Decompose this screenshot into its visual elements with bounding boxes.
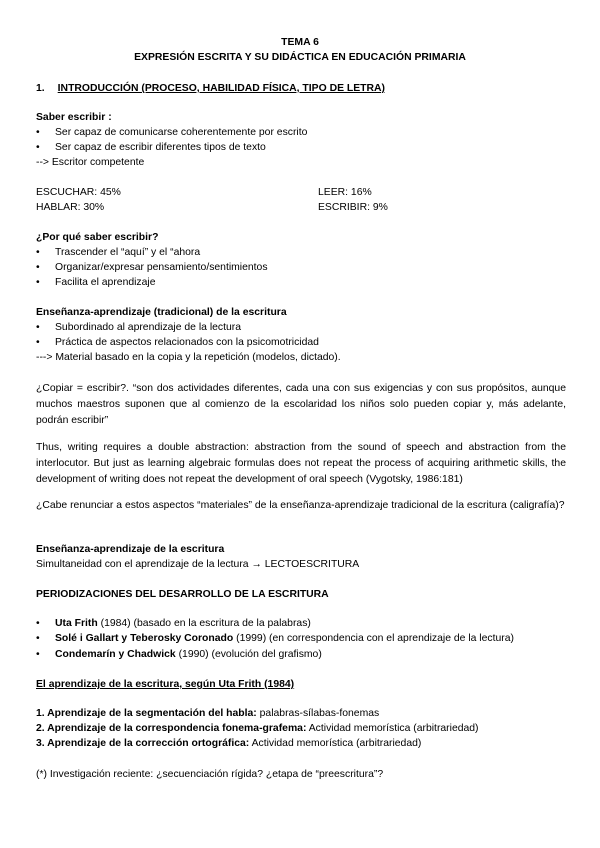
bullet-icon: • xyxy=(36,277,40,288)
bullet-icon: • xyxy=(36,649,40,660)
bullet-icon: • xyxy=(36,633,40,644)
ensenanza-heading: Enseñanza-aprendizaje de la escritura xyxy=(36,544,225,555)
bullet-icon: • xyxy=(36,142,40,153)
uta-step-3: 3. Aprendizaje de la corrección ortográfica: Actividad memorística (arbitrariedad) xyxy=(36,738,422,749)
stat-escuchar: ESCUCHAR: 45% xyxy=(36,187,121,198)
saber-heading: Saber escribir : xyxy=(36,112,112,123)
periodizaciones-heading: PERIODIZACIONES DEL DESARROLLO DE LA ESCRITURA xyxy=(36,589,329,600)
porque-heading: ¿Por qué saber escribir? xyxy=(36,232,159,243)
bullet-icon: • xyxy=(36,618,40,629)
tema-title: TEMA 6 xyxy=(281,37,319,48)
lectoescritura-line: Simultaneidad con el aprendizaje de la lectura → LECTOESCRITURA xyxy=(36,559,360,570)
renunciar-question: ¿Cabe renunciar a estos aspectos “materiales” de la enseñanza-aprendizaje tradicional de la escritura (caligrafía)? xyxy=(36,500,565,511)
uta-heading: El aprendizaje de la escritura, según Uta Frith (1984) xyxy=(36,679,295,690)
escritor-line: --> Escritor competente xyxy=(36,157,145,168)
uta-step-2: 2. Aprendizaje de la correspondencia fonema-grafema: Actividad memorística (arbitrariedad) xyxy=(36,723,479,734)
document-subtitle: EXPRESIÓN ESCRITA Y SU DIDÁCTICA EN EDUCACIÓN PRIMARIA xyxy=(134,52,466,63)
stat-leer: LEER: 16% xyxy=(318,187,372,198)
research-note: (*) Investigación reciente: ¿secuenciación rígida? ¿etapa de “preescritura”? xyxy=(36,769,384,780)
bullet-icon: • xyxy=(36,337,40,348)
bullet-icon: • xyxy=(36,247,40,258)
stat-hablar: HABLAR: 30% xyxy=(36,202,105,213)
vygotsky-quote: Thus, writing requires a double abstraction: abstraction from the sound of speech and abstraction from the interlocutor. But just as learning algebraic formulas does not repeat the process of acquiring arithmetic skills, the development of writing does not repeat the development of oral speech (Vygotsky, 1986:181) xyxy=(36,442,566,485)
uta-step-1: 1. Aprendizaje de la segmentación del habla: palabras-sílabas-fonemas xyxy=(36,708,380,719)
section-1-title: INTRODUCCIÓN (PROCESO, HABILIDAD FÍSICA, TIPO DE LETRA) xyxy=(57,83,385,94)
bullet-icon: • xyxy=(36,127,40,138)
bullet-icon: • xyxy=(36,262,40,273)
tradicional-heading: Enseñanza-aprendizaje (tradicional) de la escritura xyxy=(36,307,287,318)
material-line: ---> Material basado en la copia y la repetición (modelos, dictado). xyxy=(36,352,341,363)
copiar-paragraph: ¿Copiar = escribir?. “son dos actividades diferentes, cada una con sus exigencias y con sus propósitos, aunque muchos maestros suponen que al comienzo de la escolaridad los niños solo pueden copiar y, más adelante, podrán escribir” xyxy=(36,383,566,426)
stat-escribir: ESCRIBIR: 9% xyxy=(318,202,388,213)
bullet-icon: • xyxy=(36,322,40,333)
section-1-number: 1. xyxy=(36,83,45,94)
document-page: TEMA 6 EXPRESIÓN ESCRITA Y SU DIDÁCTICA EN EDUCACIÓN PRIMARIA 1. INTRODUCCIÓN (PROCESO, HABILIDAD FÍSICA, TIPO DE LETRA) Saber escribir : • Ser capaz de comunicarse coherentemente por escrito • Ser capaz de escribir diferentes tipos de texto --> Escritor competente ESCUCHAR: 45% LEER: 16% HABLAR: 30% ESCRIBIR: 9% ¿Por qué saber escribir? • Trascender el “aquí” y el “ahora • Organizar/expresar pensamiento/sentimientos • Facilita el aprendizaje Enseñanza-aprendizaje (tradicional) de la escritura • Subordinado al aprendizaje de la lectura • Práctica de aspectos relacionados con la psicomotricidad ---> Material basado en la copia y la repetición (modelos, dictado). ¿Copiar = escribir?. “son dos actividades diferentes, cada una con sus exigencias y con sus propósitos, aunque muchos maestros suponen que al comienzo de la escolaridad los niños solo pueden copiar y, más adelante, podrán escribir” Thus, writing requires a double abstraction: abstraction from the sound of speech and abstraction from the interlocutor. But just as learning algebraic formulas does not repeat the process of acquiring arithmetic skills, the development of writing does not repeat the development of oral speech (Vygotsky, 1986:181) ¿Cabe renunciar a estos aspectos “materiales” de la enseñanza-aprendizaje tradicional de la escritura (caligrafía)? Enseñanza-aprendizaje de la escritura Simultaneidad con el aprendizaje de la lectura → LECTOESCRITURA PERIODIZACIONES DEL DESARROLLO DE LA ESCRITURA • Uta Frith (1984) (basado en la escritura de la palabras) • Solé i Gallart y Teberosky Coronado (1999) (en correspondencia con el aprendizaje de la lectura) • Condemarín y Chadwick (1990) (evolución del grafismo) El aprendizaje de la escritura, según Uta Frith (1984) 1. Aprendizaje de la segmentación del habla: palabras-sílabas-fonemas 2. Aprendizaje de la correspondencia fonema-grafema: Actividad memorística (arbitrariedad) 3. Aprendizaje de la corrección ortográfica: Actividad memorística (arbitrariedad) (*) Investigación reciente: ¿secuenciación rígida? ¿etapa de “preescritura”? xyxy=(0,0,600,848)
section-1-heading xyxy=(36,82,385,96)
